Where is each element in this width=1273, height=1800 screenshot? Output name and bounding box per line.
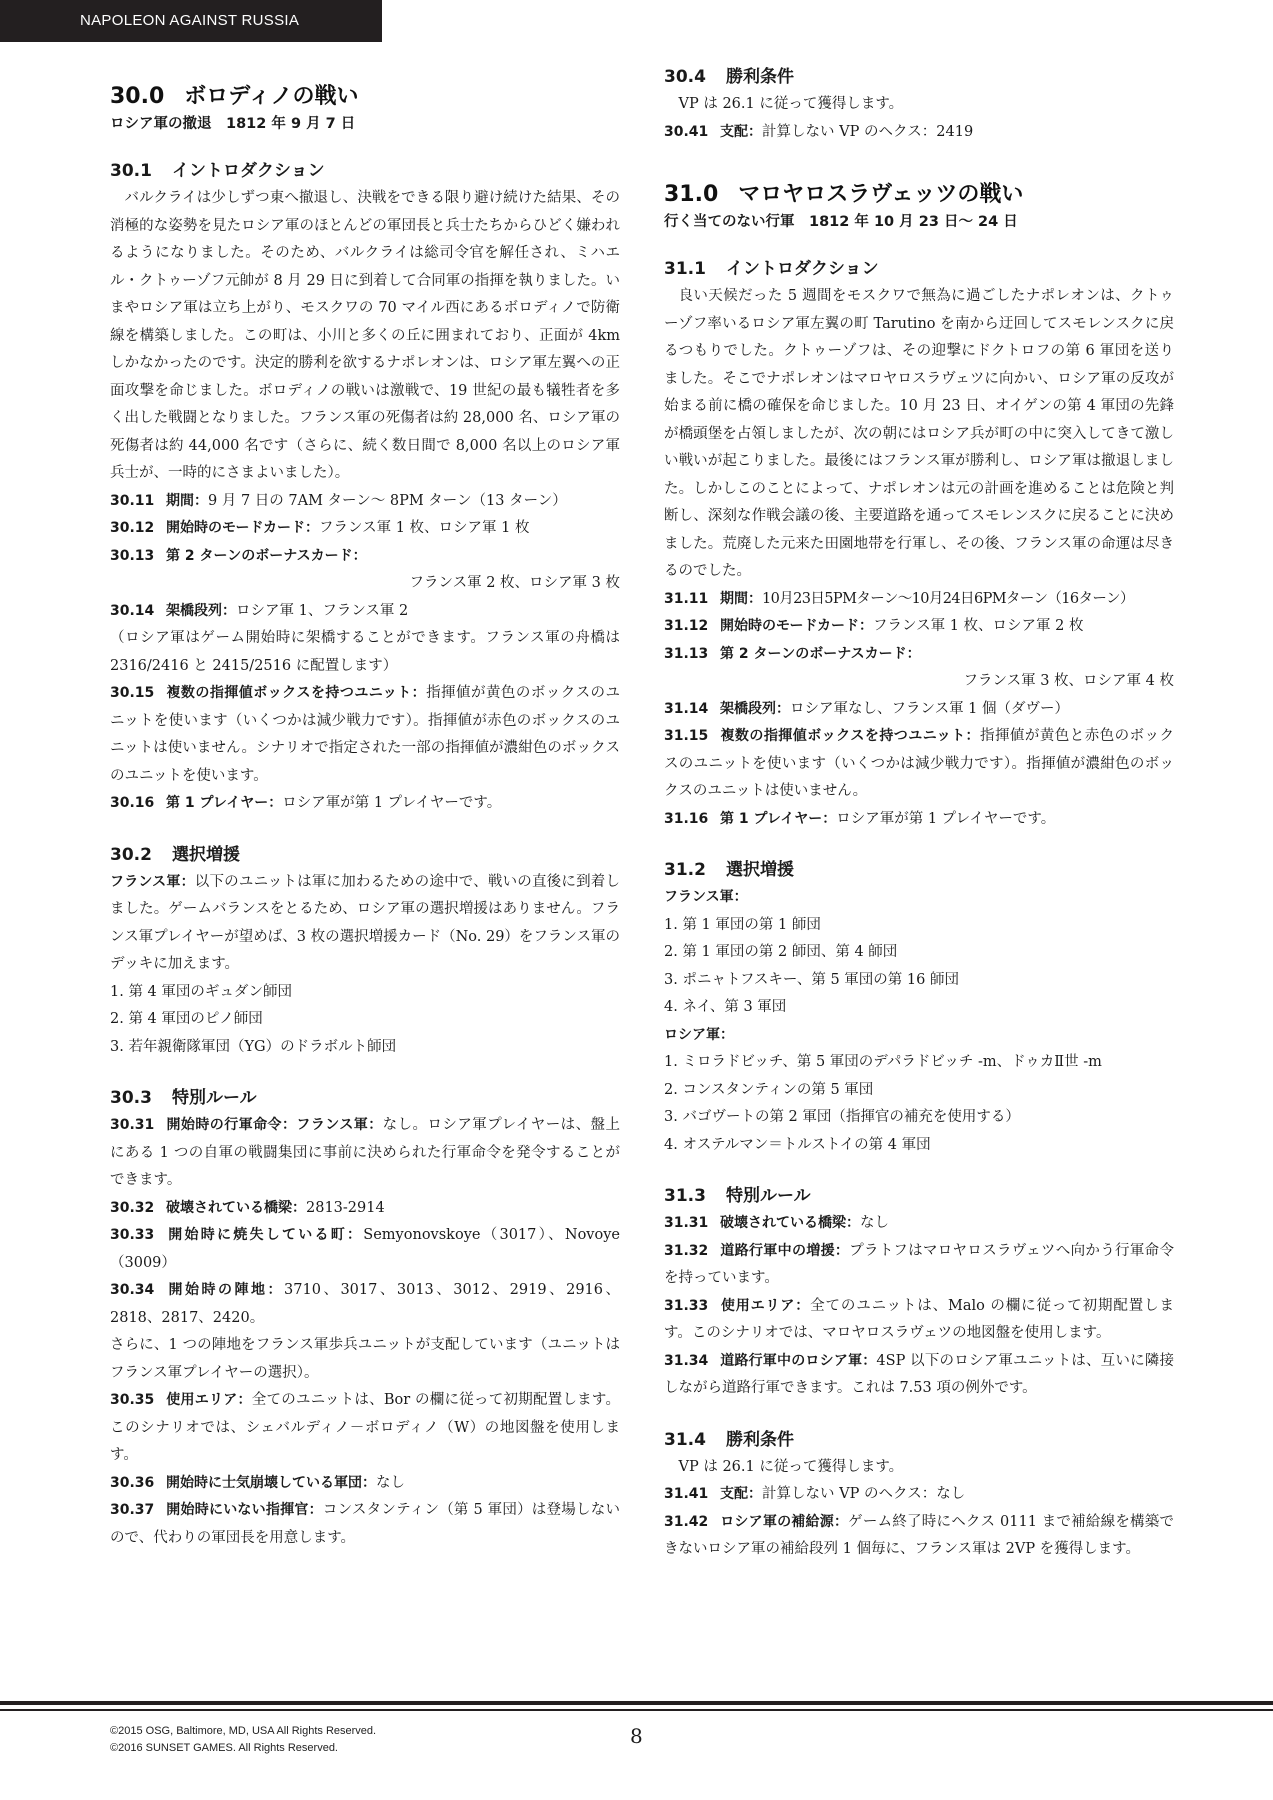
rule-number: 30.14 bbox=[110, 602, 155, 619]
rule-30-32 bbox=[110, 1195, 620, 1223]
subsection-heading bbox=[664, 256, 1174, 283]
rule-title: 複数の指揮値ボックスを持つユニット： bbox=[166, 685, 427, 701]
subsection-title: イントロダクション bbox=[171, 161, 325, 181]
rule-title: 使用エリア： bbox=[166, 1392, 252, 1408]
rule-title: 破壊されている橋梁： bbox=[720, 1215, 860, 1231]
reinforcement-paragraph bbox=[110, 869, 620, 979]
section-heading: マロヤロスラヴェッツの戦い bbox=[738, 182, 1024, 207]
rule-text: 3710、3017、3013、3012、2919、2916、2818、2817、2420。 bbox=[110, 1282, 620, 1326]
subsection-heading bbox=[664, 1183, 1174, 1210]
rule-title: 複数の指揮値ボックスを持つユニット： bbox=[720, 728, 980, 744]
rule-number: 31.14 bbox=[664, 700, 709, 717]
rule-30-41 bbox=[664, 119, 1174, 147]
section-30-3 bbox=[110, 1085, 620, 1552]
rule-31-12 bbox=[664, 613, 1174, 641]
subsection-heading bbox=[110, 158, 620, 185]
page-number: 8 bbox=[630, 1724, 643, 1748]
rule-title: 開始時に焼失している町： bbox=[166, 1227, 364, 1243]
section-title bbox=[664, 180, 1174, 210]
rule-30-31 bbox=[110, 1112, 620, 1195]
section-number: 30.0 bbox=[110, 84, 165, 109]
rule-number: 31.15 bbox=[664, 728, 709, 744]
subsection-title: イントロダクション bbox=[725, 259, 879, 279]
subsection-title: 勝利条件 bbox=[725, 67, 794, 87]
copyright-line: ©2015 OSG, Baltimore, MD, USA All Rights Reserved. bbox=[110, 1725, 377, 1737]
rule-text: フランス軍 2 枚、ロシア軍 3 枚 bbox=[409, 575, 620, 591]
rule-number: 30.31 bbox=[110, 1117, 155, 1133]
rule-text: 指揮値が黄色と赤色のボックスのユニットを使います（いくつかは減少戦力です）。指揮値が濃紺色のボックスのユニットは使いません。 bbox=[664, 728, 1174, 799]
victory-text: VP は 26.1 に従って獲得します。 bbox=[678, 96, 904, 112]
rule-31-33 bbox=[664, 1293, 1174, 1348]
rule-title: 架橋段列： bbox=[720, 700, 790, 717]
rule-number: 30.16 bbox=[110, 795, 155, 811]
rule-30-15 bbox=[110, 680, 620, 790]
list-item: 3. ポニャトフスキー、第 5 軍団の第 16 師団 bbox=[664, 971, 959, 988]
rule-title: 期間： bbox=[166, 492, 208, 509]
list-item: 1. 第 4 軍団のギュダン師団 bbox=[110, 983, 293, 1000]
rule-30-16 bbox=[110, 790, 620, 818]
intro-paragraph: バルクライは少しずつ東へ撤退し、決戦をできる限り避け続けた結果、その消極的な姿勢を見たロシア軍のほとんどの軍団長と兵士たちからひどく嫌われるようになりました。そのため、バルクライは総司令官を解任され、ミハエル・クトゥーゾフ元帥が 8 月 29 日に到着して合同軍の指揮を執りました。いまやロシア軍は立ち上がり、モスクワの 70 マイル西にあるボロディノで防衛線を構築しました。この町は、小川と多くの丘に囲まれており、正面が 4km しかなかったのです。決定的勝利を欲するナポレオンは、ロシア軍左翼への正面攻撃を命じました。ボロディノの戦いは激戦で、19 世紀の最も犠牲者を多く出した戦闘となりました。フランス軍の死傷者は約 28,000 名、ロシア軍の死傷者は約 44,000 名です（さらに、続く数日間で 8,000 名以上のロシア軍兵士が、一時的にさまよいました）。 bbox=[110, 190, 620, 481]
rule-31-16 bbox=[664, 806, 1174, 834]
list-item: 2. 第 4 軍団のピノ師団 bbox=[110, 1011, 263, 1027]
rule-number: 30.32 bbox=[110, 1199, 155, 1216]
rule-title: 開始時の行軍命令：フランス軍： bbox=[166, 1117, 383, 1133]
subsection-heading bbox=[664, 1427, 1174, 1454]
section-subtitle: ロシア軍の撤退 1812 年 9 月 7 日 bbox=[110, 116, 356, 132]
rule-number: 31.32 bbox=[664, 1242, 709, 1259]
section-30-2 bbox=[110, 842, 620, 1062]
subsection-number: 30.3 bbox=[110, 1088, 152, 1108]
rule-31-41 bbox=[664, 1481, 1174, 1509]
rule-number: 30.35 bbox=[110, 1392, 155, 1408]
list-item: 2. 第 1 軍団の第 2 師団、第 4 師団 bbox=[664, 944, 898, 960]
french-label: フランス軍： bbox=[110, 873, 195, 890]
rule-31-34 bbox=[664, 1348, 1174, 1403]
subsection-title: 特別ルール bbox=[725, 1186, 811, 1206]
rule-title: 使用エリア： bbox=[720, 1297, 811, 1314]
rule-title: 開始時のモードカード： bbox=[720, 618, 874, 634]
rule-title: 開始時の陣地： bbox=[166, 1282, 285, 1298]
copyright bbox=[110, 1723, 376, 1757]
rule-text: なし。ロシア軍プレイヤーは、盤上にある 1 つの自軍の戦闘集団に事前に決められた行軍命令を発令することができます。 bbox=[110, 1117, 620, 1188]
rule-number: 30.15 bbox=[110, 685, 155, 701]
section-31-4 bbox=[664, 1427, 1174, 1564]
reinforcement-text: 以下のユニットは軍に加わるための途中で、戦いの直後に到着しました。ゲームバランスをとるため、ロシア軍の選択増援はありません。フランス軍プレイヤーが望めば、3 枚の選択増援カード（No. 29）をフランス軍のデッキに加えます。 bbox=[110, 873, 620, 972]
rule-text: プラトフはマロヤロスラヴェツへ向かう行軍命令を持っています。 bbox=[664, 1242, 1175, 1286]
section-30-4 bbox=[664, 64, 1174, 146]
rule-text: なし bbox=[860, 1215, 889, 1231]
rule-title: 期間： bbox=[720, 590, 762, 607]
rule-30-13 bbox=[110, 543, 620, 571]
rule-31-11 bbox=[664, 586, 1174, 614]
rule-31-42 bbox=[664, 1509, 1174, 1564]
rule-title: 支配： bbox=[720, 1486, 762, 1502]
subsection-title: 選択増援 bbox=[171, 844, 240, 865]
rule-title: 開始時に士気崩壊している軍団： bbox=[166, 1474, 376, 1491]
rule-text: 4SP 以下のロシア軍ユニットは、互いに隣接しながら道路行軍できます。これは 7.53 項の例外です。 bbox=[664, 1352, 1174, 1396]
rule-number: 31.42 bbox=[664, 1513, 709, 1530]
rule-text: 2813-2914 bbox=[306, 1199, 385, 1216]
list-item: 3. バゴヴートの第 2 軍団（指揮官の補充を使用する） bbox=[664, 1109, 1020, 1125]
rule-31-15 bbox=[664, 723, 1174, 806]
rule-title: 道路行軍中の増援： bbox=[720, 1242, 850, 1259]
rule-number: 30.36 bbox=[110, 1474, 155, 1491]
rule-number: 31.33 bbox=[664, 1297, 709, 1314]
subsection-number: 31.1 bbox=[664, 259, 706, 279]
subsection-heading bbox=[664, 857, 1174, 884]
intro-paragraph: 良い天候だった 5 週間をモスクワで無為に過ごしたナポレオンは、クトゥーゾフ率いるロシア軍左翼の町 Tarutino を南から迂回してスモレンスクに戻るつもりでした。クトゥーゾフは、その迎撃にドクトロフの第 6 軍団を送りました。そこでナポレオンはマロヤロスラヴェツに向かい、ロシア軍の反攻が始まる前に橋の確保を命じました。10 月 23 日、オイゲンの第 4 軍団の先鋒が橋頭堡を占領しましたが、次の朝にはロシア兵が町の中に突入してきて激しい戦いが起こりました。最後にはフランス軍が勝利し、ロシア軍は撤退しました。しかしこのことによって、ナポレオンは元の計画を進めることは危険と判断し、深刻な作戦会議の後、主要道路を通ってスモレンスクに戻ることに決めました。荒廃した元来た田園地帯を行軍し、その後、フランス軍の命運は尽きるのでした。 bbox=[664, 288, 1174, 579]
rule-31-14 bbox=[664, 696, 1174, 724]
rule-text: なし bbox=[376, 1474, 405, 1491]
rule-30-11 bbox=[110, 488, 620, 516]
subsection-number: 30.1 bbox=[110, 161, 152, 181]
rule-title: 第 2 ターンのボーナスカード： bbox=[166, 547, 367, 564]
section-title bbox=[110, 82, 620, 112]
section-31-0 bbox=[664, 180, 1174, 234]
footer-divider bbox=[0, 1701, 1273, 1705]
list-item: 4. ネイ、第 3 軍団 bbox=[664, 999, 787, 1015]
rule-31-31 bbox=[664, 1210, 1174, 1238]
rule-30-33 bbox=[110, 1222, 620, 1277]
section-30-0 bbox=[110, 82, 620, 136]
rule-number: 30.37 bbox=[110, 1502, 155, 1518]
rule-number: 30.33 bbox=[110, 1227, 155, 1243]
section-subtitle: 行く当てのない行軍 1812 年 10 月 23 日～ 24 日 bbox=[664, 214, 1018, 230]
rule-title: 支配： bbox=[720, 123, 762, 140]
rule-text: 全てのユニットは、Bor の欄に従って初期配置します。このシナリオでは、シェバルディノ－ボロディノ（W）の地図盤を使用します。 bbox=[110, 1392, 621, 1463]
rule-text: フランス軍 3 枚、ロシア軍 4 枚 bbox=[963, 673, 1174, 689]
rule-number: 30.13 bbox=[110, 547, 155, 564]
rule-number: 30.12 bbox=[110, 520, 155, 536]
rule-31-32 bbox=[664, 1238, 1174, 1293]
rule-title: 道路行軍中のロシア軍： bbox=[720, 1352, 877, 1369]
rule-30-35 bbox=[110, 1387, 620, 1470]
rule-number: 31.11 bbox=[664, 590, 709, 607]
subsection-number: 31.3 bbox=[664, 1186, 706, 1206]
subsection-number: 31.2 bbox=[664, 860, 706, 880]
rule-text: Semyonovskoye（3017）、Novoye（3009） bbox=[110, 1227, 620, 1271]
section-heading: ボロディノの戦い bbox=[184, 84, 359, 109]
rule-text: 計算しない VP のヘクス：2419 bbox=[762, 123, 974, 140]
list-item: 3. 若年親衛隊軍団（YG）のドラボルト師団 bbox=[110, 1038, 397, 1055]
russian-label: ロシア軍： bbox=[664, 1026, 734, 1043]
rule-number: 31.13 bbox=[664, 645, 709, 662]
rule-text: ロシア軍が第 1 プレイヤーです。 bbox=[282, 795, 502, 811]
rule-30-34 bbox=[110, 1277, 620, 1332]
rule-text: 10月23日5PMターン～10月24日6PMターン（16ターン） bbox=[762, 590, 1134, 607]
right-column bbox=[664, 62, 1174, 1564]
rule-title: ロシア軍の補給源： bbox=[720, 1513, 849, 1530]
french-label: フランス軍： bbox=[664, 889, 748, 905]
rule-text: フランス軍 1 枚、ロシア軍 1 枚 bbox=[319, 520, 530, 536]
rule-number: 31.12 bbox=[664, 618, 709, 634]
victory-text: VP は 26.1 に従って獲得します。 bbox=[678, 1458, 904, 1475]
subsection-title: 勝利条件 bbox=[725, 1429, 794, 1450]
list-item: 1. ミロラドビッチ、第 5 軍団のデパラドビッチ -m、ドゥカⅡ世 -m bbox=[664, 1054, 1102, 1070]
rule-text: 全てのユニットは、Malo の欄に従って初期配置します。このシナリオでは、マロヤロスラヴェツの地図盤を使用します。 bbox=[664, 1297, 1174, 1341]
rule-text: 計算しない VP のヘクス：なし bbox=[762, 1486, 966, 1502]
section-30-1 bbox=[110, 158, 620, 818]
list-item: 1. 第 1 軍団の第 1 師団 bbox=[664, 916, 821, 933]
left-column bbox=[110, 82, 620, 1552]
rule-text: フランス軍 1 枚、ロシア軍 2 枚 bbox=[873, 618, 1084, 634]
list-item: 4. オステルマン＝トルストイの第 4 軍団 bbox=[664, 1136, 931, 1153]
subsection-title: 選択増援 bbox=[725, 860, 794, 880]
footer-divider-thin bbox=[0, 1709, 1273, 1711]
rule-note: さらに、1 つの陣地をフランス軍歩兵ユニットが支配しています（ユニットはフランス軍プレイヤーの選択）。 bbox=[110, 1337, 620, 1381]
rule-31-13 bbox=[664, 641, 1174, 669]
rule-title: 第 1 プレイヤー： bbox=[166, 795, 283, 811]
rule-title: 破壊されている橋梁： bbox=[166, 1199, 306, 1216]
rule-number: 31.34 bbox=[664, 1352, 709, 1369]
rule-text: コンスタンティン（第 5 軍団）は登場しないので、代わりの軍団長を用意します。 bbox=[110, 1502, 620, 1546]
rule-text: ゲーム終了時にヘクス 0111 まで補給線を構築できないロシア軍の補給段列 1 個毎に、フランス軍は 2VP を獲得します。 bbox=[664, 1513, 1174, 1557]
copyright-line: ©2016 SUNSET GAMES. All Rights Reserved. bbox=[110, 1742, 338, 1754]
section-31-1 bbox=[664, 256, 1174, 833]
rule-text: 指揮値が黄色のボックスのユニットを使います（いくつかは減少戦力です）。指揮値が赤色のボックスのユニットは使いません。シナリオで指定された一部の指揮値が濃紺色のボックスのユニットを使います。 bbox=[110, 685, 620, 784]
rule-number: 30.41 bbox=[664, 123, 709, 140]
rule-note: （ロシア軍はゲーム開始時に架橋することができます。フランス軍の舟橋は 2316/2416 と 2415/2516 に配置します） bbox=[110, 630, 620, 674]
rule-number: 31.41 bbox=[664, 1486, 709, 1502]
rule-title: 第 1 プレイヤー： bbox=[720, 810, 837, 827]
subsection-title: 特別ルール bbox=[171, 1088, 257, 1108]
rule-text: ロシア軍が第 1 プレイヤーです。 bbox=[836, 810, 1056, 827]
rule-title: 第 2 ターンのボーナスカード： bbox=[720, 645, 921, 662]
rule-30-12 bbox=[110, 515, 620, 543]
rule-number: 31.31 bbox=[664, 1215, 709, 1231]
rule-30-14 bbox=[110, 598, 620, 626]
rule-30-36 bbox=[110, 1470, 620, 1498]
rule-title: 開始時にいない指揮官： bbox=[166, 1502, 323, 1518]
running-header: NAPOLEON AGAINST RUSSIA bbox=[0, 0, 382, 42]
section-31-2 bbox=[664, 857, 1174, 1159]
section-number: 31.0 bbox=[664, 182, 719, 207]
rule-text: 9 月 7 日の 7AM ターン～ 8PM ターン（13 ターン） bbox=[208, 492, 567, 509]
subsection-number: 30.4 bbox=[664, 67, 706, 87]
subsection-heading bbox=[664, 64, 1174, 91]
rule-number: 31.16 bbox=[664, 810, 709, 827]
rule-30-37 bbox=[110, 1497, 620, 1552]
rule-number: 30.11 bbox=[110, 492, 155, 509]
section-31-3 bbox=[664, 1183, 1174, 1403]
subsection-number: 31.4 bbox=[664, 1429, 706, 1450]
rule-title: 開始時のモードカード： bbox=[166, 520, 320, 536]
list-item: 2. コンスタンティンの第 5 軍団 bbox=[664, 1081, 874, 1098]
rule-title: 架橋段列： bbox=[166, 602, 236, 619]
subsection-number: 30.2 bbox=[110, 844, 152, 865]
rule-text: ロシア軍 1、フランス軍 2 bbox=[236, 602, 409, 619]
rule-number: 30.34 bbox=[110, 1282, 155, 1298]
rule-text: ロシア軍なし、フランス軍 1 個（ダヴー） bbox=[790, 700, 1070, 717]
subsection-heading bbox=[110, 842, 620, 869]
subsection-heading bbox=[110, 1085, 620, 1112]
